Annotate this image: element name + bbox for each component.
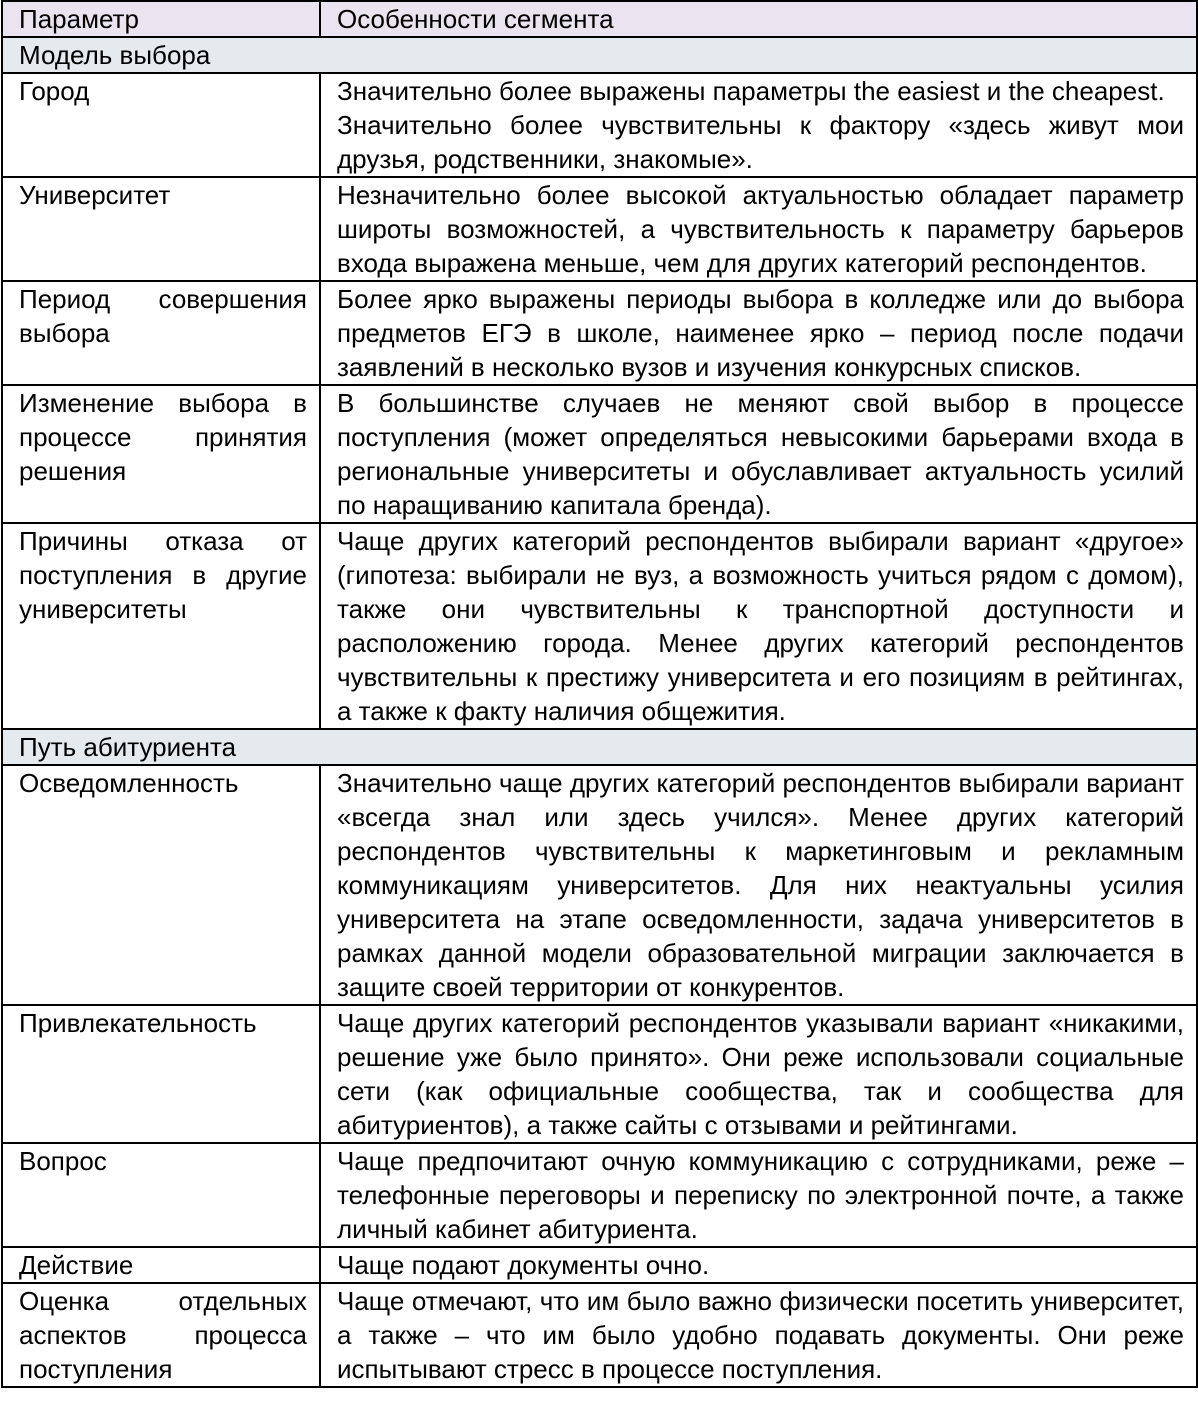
parameter-cell: Университет xyxy=(2,177,320,281)
table-row xyxy=(2,1247,1197,1283)
parameter-cell: Период совершения выбора xyxy=(2,281,320,385)
table-row xyxy=(2,1143,1197,1247)
description-cell: Чаще других категорий респондентов указывали вариант «никакими, решение уже было принято». Они реже использовали социальные сети (как официальные сообщества, так и сообщества для абитуриентов), а также сайты с отзывами и рейтингами. xyxy=(320,1005,1197,1143)
parameter-cell: Город xyxy=(2,73,320,177)
table-row xyxy=(2,523,1197,729)
table-row xyxy=(2,385,1197,523)
table-row xyxy=(2,765,1197,1005)
parameter-cell: Привлекательность xyxy=(2,1005,320,1143)
description-cell: В большинстве случаев не меняют свой выбор в процессе поступления (может определяться невысокими барьерами входа в региональные университеты и обуславливает актуальность усилий по наращиванию капитала бренда). xyxy=(320,385,1197,523)
table-row xyxy=(2,1005,1197,1143)
description-cell: Значительно чаще других категорий респондентов выбирали вариант «всегда знал или здесь учился». Менее других категорий респондентов чувствительны к маркетинговым и рекламным коммуникациям университетов. Для них неактуальны усилия университета на этапе осведомленности, задача университетов в рамках данной модели образовательной миграции заключается в защите своей территории от конкурентов. xyxy=(320,765,1197,1005)
section-row-applicant-path xyxy=(2,729,1197,765)
table-row xyxy=(2,1283,1197,1387)
parameter-cell: Оценка отдельных аспектов процесса поступления xyxy=(2,1283,320,1387)
table-row xyxy=(2,177,1197,281)
section-title: Модель выбора xyxy=(2,37,1197,73)
parameter-cell: Изменение выбора в процессе принятия решения xyxy=(2,385,320,523)
header-parameter: Параметр xyxy=(2,1,320,37)
description-cell: Чаще отмечают, что им было важно физически посетить университет, а также – что им было удобно подавать документы. Они реже испытывают стресс в процессе поступления. xyxy=(320,1283,1197,1387)
section-title: Путь абитуриента xyxy=(2,729,1197,765)
table-header-row xyxy=(2,1,1197,37)
description-cell: Чаще предпочитают очную коммуникацию с сотрудниками, реже – телефонные переговоры и переписку по электронной почте, а также личный кабинет абитуриента. xyxy=(320,1143,1197,1247)
parameter-cell: Действие xyxy=(2,1247,320,1283)
parameter-cell: Вопрос xyxy=(2,1143,320,1247)
description-cell: Чаще подают документы очно. xyxy=(320,1247,1197,1283)
description-cell: Чаще других категорий респондентов выбирали вариант «другое» (гипотеза: выбирали не вуз, а возможность учиться рядом с домом), также они чувствительны к транспортной доступности и расположению города. Менее других категорий респондентов чувствительны к престижу университета и его позициям в рейтингах, а также к факту наличия общежития. xyxy=(320,523,1197,729)
header-segment-features: Особенности сегмента xyxy=(320,1,1197,37)
description-cell: Более ярко выражены периоды выбора в колледже или до выбора предметов ЕГЭ в школе, наименее ярко – период после подачи заявлений в несколько вузов и изучения конкурсных списков. xyxy=(320,281,1197,385)
parameter-cell: Причины отказа от поступления в другие университеты xyxy=(2,523,320,729)
description-cell: Незначительно более высокой актуальностью обладает параметр широты возможностей, а чувствительность к параметру барьеров входа выражена меньше, чем для других категорий респондентов. xyxy=(320,177,1197,281)
section-row-choice-model xyxy=(2,37,1197,73)
description-cell: Значительно более выражены параметры the easiest и the cheapest. Значительно более чувствительны к фактору «здесь живут мои друзья, родственники, знакомые». xyxy=(320,73,1197,177)
parameter-cell: Осведомленность xyxy=(2,765,320,1005)
segment-table xyxy=(1,0,1198,1388)
table-row xyxy=(2,73,1197,177)
table-row xyxy=(2,281,1197,385)
